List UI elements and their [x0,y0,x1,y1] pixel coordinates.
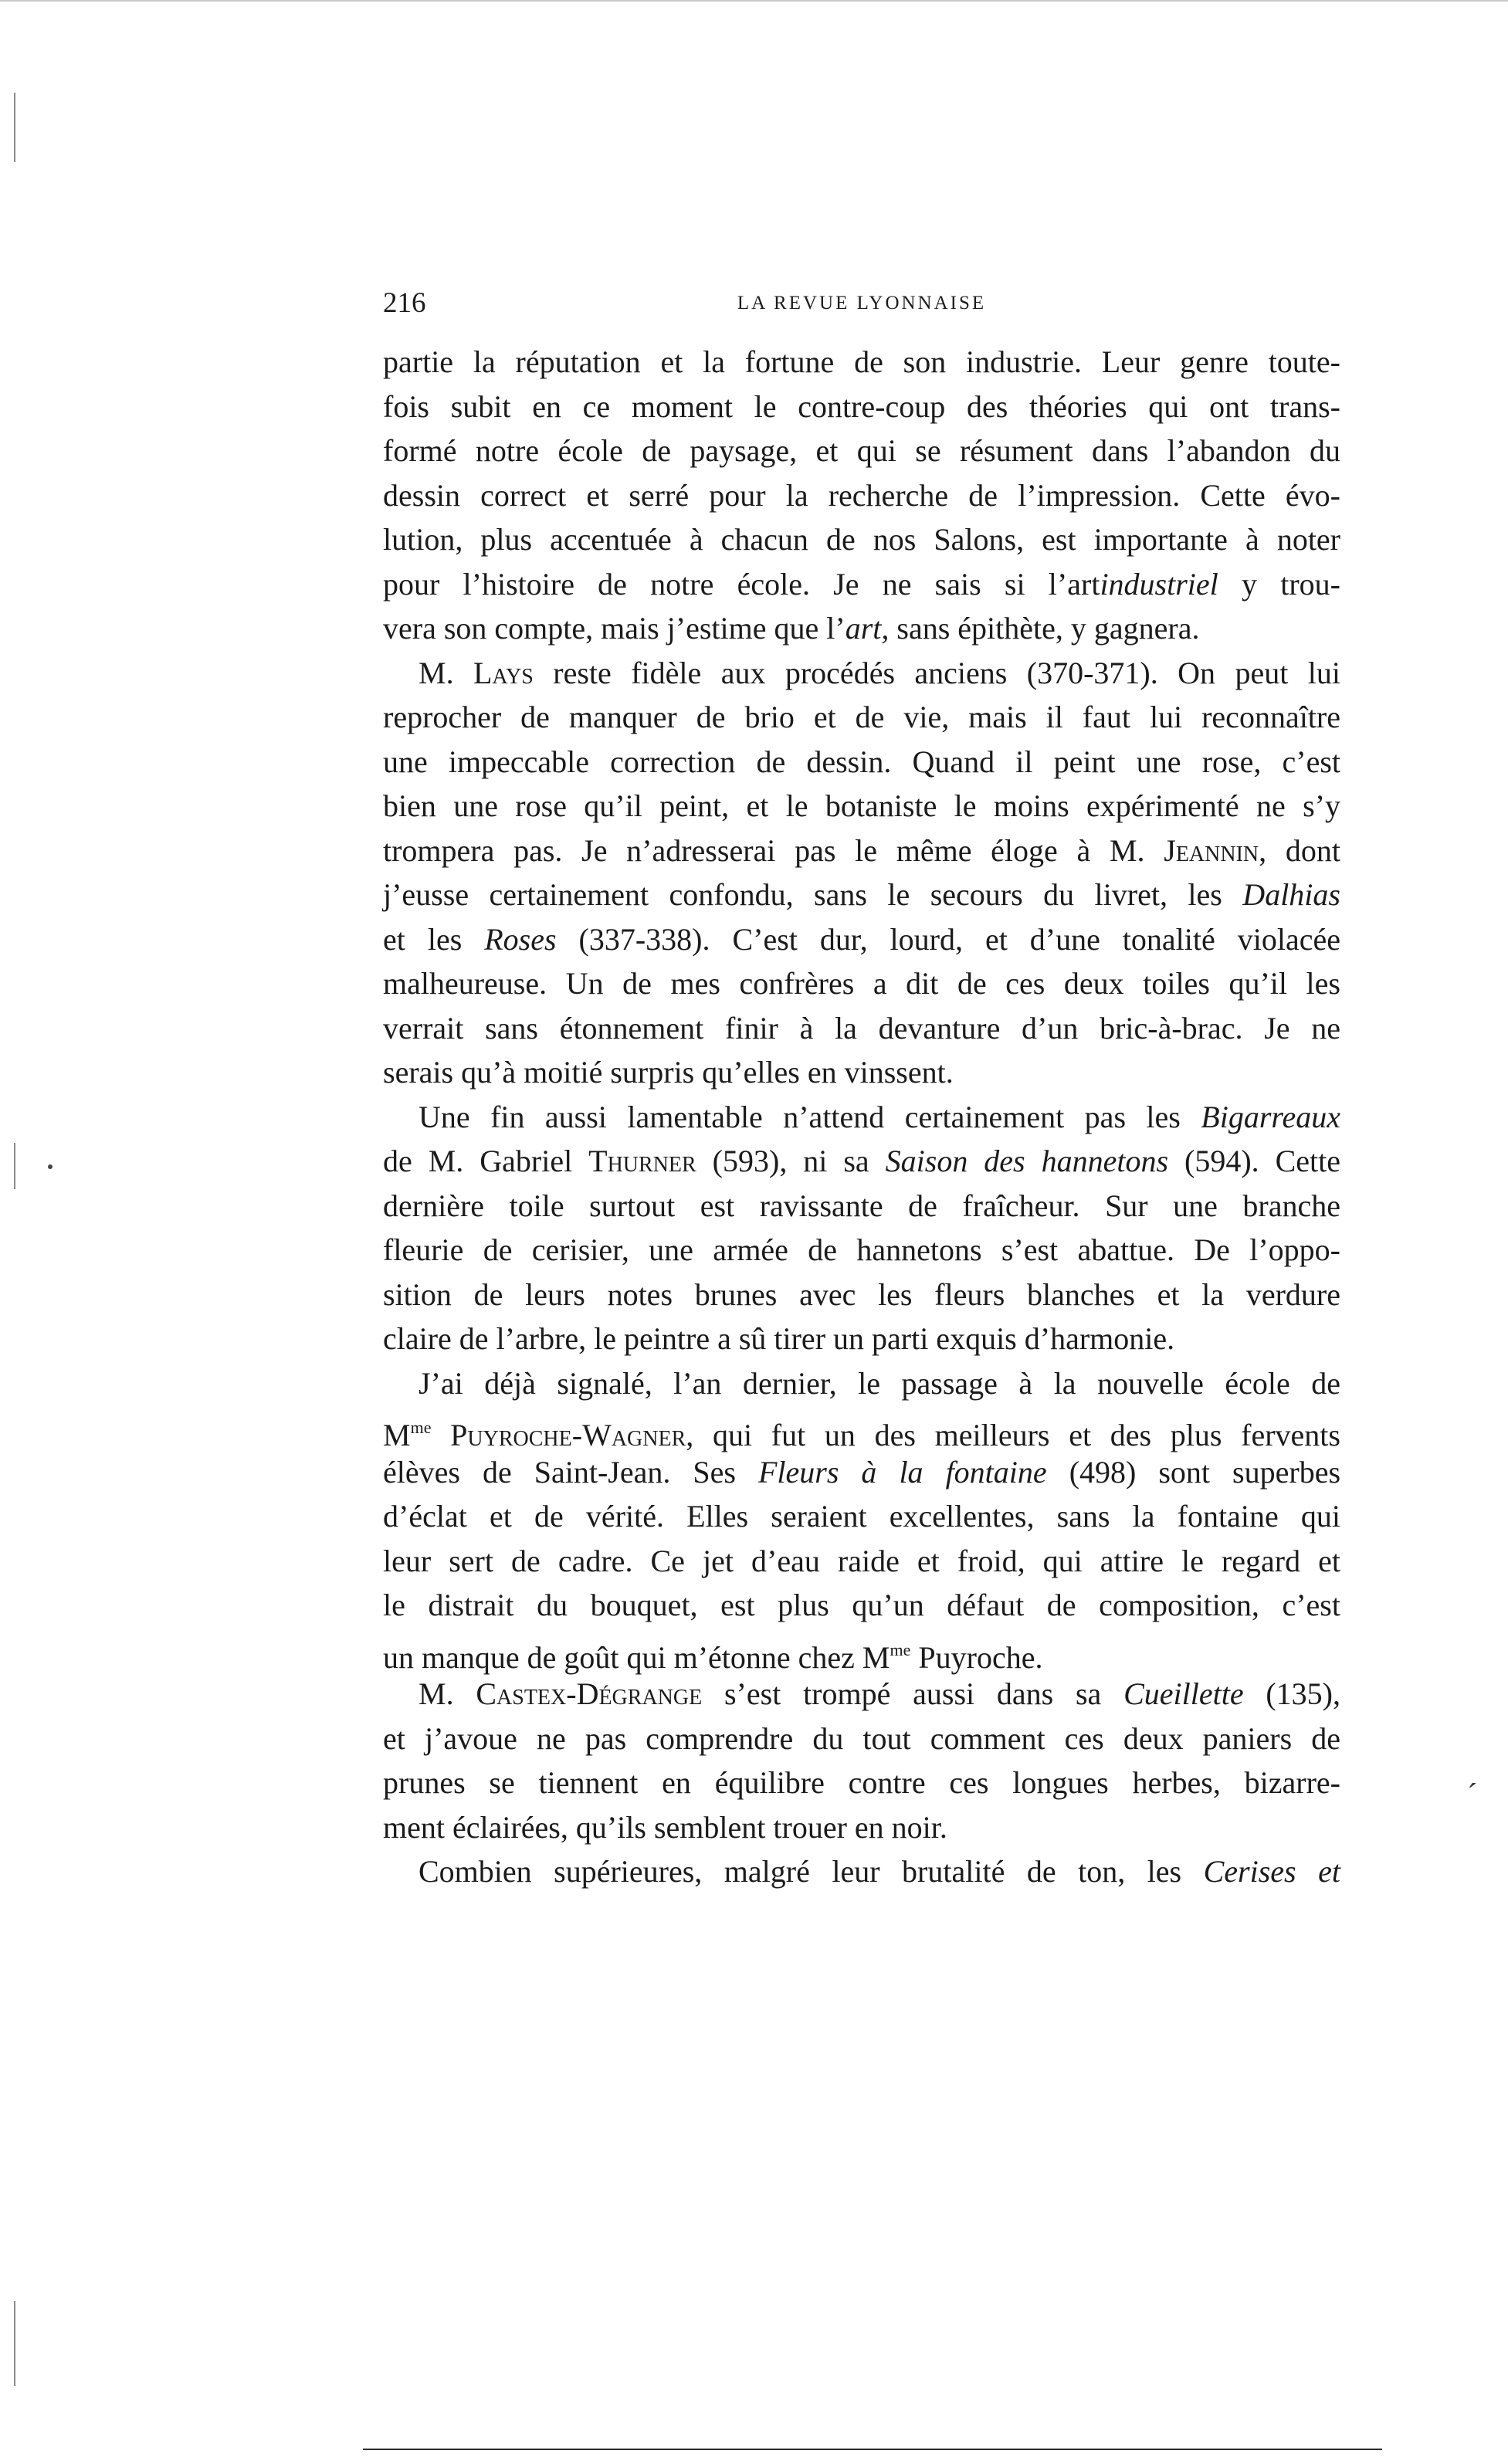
text-line [383,1717,1340,1761]
text-line [383,1494,1340,1539]
text-line [383,1050,1340,1095]
page-number: 216 [383,287,426,319]
text-run: vera son compte, mais j’estime que l’ [383,611,845,646]
italic-title: art, [845,611,890,646]
corner-mark: ˊ [1467,1777,1478,1812]
text-line [383,1628,1340,1673]
text-line [383,1672,1340,1717]
text-run: dessin correct et serré pour la recherche de l’impression. Cette évo- [383,477,1340,513]
text-line [383,651,1340,696]
text-run: J’ai déjà signalé, l’an dernier, le passage à la nouvelle école de [419,1365,1340,1401]
text-run: verrait sans étonnement finir à la devanture d’un bric-à-brac. Je ne [383,1010,1340,1046]
text-line [383,1006,1340,1051]
text-run: fleurie de cerisier, une armée de hannetons s’est abattue. De l’oppo- [383,1232,1340,1267]
text-line [383,1095,1340,1140]
text-run: prunes se tiennent en équilibre contre ces longues herbes, bizarre- [383,1765,1340,1800]
text-run: , dont [1259,832,1340,868]
text-line [383,873,1340,917]
superscript: me [410,1418,432,1437]
text-run: y trou- [1218,566,1340,602]
text-line [383,1849,1340,1894]
italic-title: Cueillette [1123,1676,1244,1711]
text-line [383,1450,1340,1495]
text-run: Puyroche. [910,1639,1043,1675]
text-line [383,1583,1340,1628]
artist-name: Puyroche-Wagner [431,1418,686,1452]
text-run: une impeccable correction de dessin. Quand il peint une rose, c’est [383,744,1340,779]
text-run: partie la réputation et la fortune de son industrie. Leur genre toute- [383,344,1340,379]
text-run: dernière toile surtout est ravissante de fraîcheur. Sur une branche [383,1188,1340,1223]
page-header [383,284,1340,323]
text-line [383,517,1340,562]
text-run: (135), [1243,1676,1340,1711]
text-line [383,340,1340,385]
text-run: trompera pas. Je n’adresserai pas le même éloge à M. [383,832,1164,868]
text-line [383,1139,1340,1184]
text-run: sition de leurs notes brunes avec les fleurs blanches et la verdure [383,1276,1340,1312]
text-run: serais qu’à moitié surpris qu’elles en vinssent. [383,1055,954,1090]
margin-tick [14,2301,15,2386]
text-run: de M. Gabriel [383,1144,589,1178]
margin-dot [48,1164,53,1169]
text-line [383,1761,1340,1805]
text-line [383,1184,1340,1229]
text-run: élèves de Saint-Jean. Ses [383,1454,758,1490]
artist-name: Castex-Dégrange [476,1676,703,1711]
text-run: malheureuse. Un de mes confrères a dit de ces deux toiles qu’il les [383,966,1340,1001]
text-line [383,1539,1340,1584]
artist-name: Thurner [588,1144,696,1178]
margin-tick [14,93,15,162]
text-line [383,1805,1340,1850]
text-line [383,917,1340,962]
margin-tick [14,1143,15,1189]
text-line [383,473,1340,518]
text-run: lution, plus accentuée à chacun de nos Salons, est importante à noter [383,522,1340,557]
text-line [383,385,1340,429]
text-run: s’est trompé aussi dans sa [702,1676,1124,1711]
italic-title: Roses [484,921,557,957]
running-head: LA REVUE LYONNAISE [737,293,987,314]
text-run: (337-338). C’est dur, lourd, et d’une tonalité violacée [556,921,1340,957]
text-run: (593), ni sa [696,1144,886,1178]
italic-title: Fleurs à la fontaine [757,1454,1047,1490]
text-run: pour l’histoire de notre école. Je ne sais si l’art [383,566,1100,602]
text-line [383,1228,1340,1273]
text-run: un manque de goût qui m’étonne chez M [383,1639,890,1675]
text-run: Combien supérieures, malgré leur brutalité de ton, les [419,1854,1204,1889]
text-run: et les [383,921,485,957]
text-line [383,562,1340,607]
text-run: le distrait du bouquet, est plus qu’un défaut de composition, c’est [383,1588,1340,1622]
text-run: sans épithète, y gagnera. [889,611,1200,646]
text-run: et j’avoue ne pas comprendre du tout comment ces deux paniers de [383,1720,1340,1756]
text-run: j’eusse certainement confondu, sans le secours du livret, les [383,877,1222,912]
text-run: (594). Cette [1168,1144,1341,1178]
bottom-rule [363,2449,1382,2450]
italic-title: Saison des hannetons [885,1144,1169,1178]
text-line [383,740,1340,785]
text-run: fois subit en ce moment le contre-coup des théories qui ont trans- [383,388,1340,424]
text-run: claire de l’arbre, le peintre a sû tirer un parti exquis d’harmonie. [383,1321,1175,1356]
text-run: formé notre école de paysage, et qui se résument dans l’abandon du [383,433,1340,468]
text-run: reprocher de manquer de brio et de vie, mais il faut lui reconnaître [383,700,1340,734]
text-line [383,784,1340,829]
text-run: Une fin aussi lamentable n’attend certainement pas les [419,1099,1181,1134]
text-run: (498) sont superbes [1046,1454,1341,1490]
text-run: M [383,1418,411,1452]
superscript: me [890,1639,911,1659]
artist-name: Lays [473,655,534,690]
italic-title: Cerises et [1203,1854,1340,1889]
artist-name: Jeannin [1164,832,1259,868]
italic-title: Bigarreaux [1180,1099,1341,1134]
text-run: leur sert de cadre. Ce jet d’eau raide et froid, qui attire le regard et [383,1543,1340,1578]
text-line [383,961,1340,1006]
scan-top-edge [0,0,1508,2]
text-line [383,829,1340,873]
text-line [383,429,1340,473]
text-line [383,1273,1340,1317]
text-run: M. [419,655,473,690]
text-line [383,695,1340,740]
text-run: , qui fut un des meilleurs et des plus fervents [686,1418,1340,1452]
body-text [383,340,1340,1894]
italic-title: industriel [1100,566,1218,602]
text-run: ment éclairées, qu’ils semblent trouer en noir. [383,1809,947,1845]
text-line [383,606,1340,651]
text-run: M. [419,1676,476,1711]
text-line [383,1405,1340,1450]
text-run: reste fidèle aux procédés anciens (370-371). On peut lui [533,655,1340,690]
text-run: bien une rose qu’il peint, et le botaniste le moins expérimenté ne s’y [383,788,1340,823]
text-line [383,1317,1340,1361]
italic-title: Dalhias [1222,877,1340,912]
text-line [383,1361,1340,1406]
text-run: d’éclat et de vérité. Elles seraient excellentes, sans la fontaine qui [383,1499,1340,1534]
